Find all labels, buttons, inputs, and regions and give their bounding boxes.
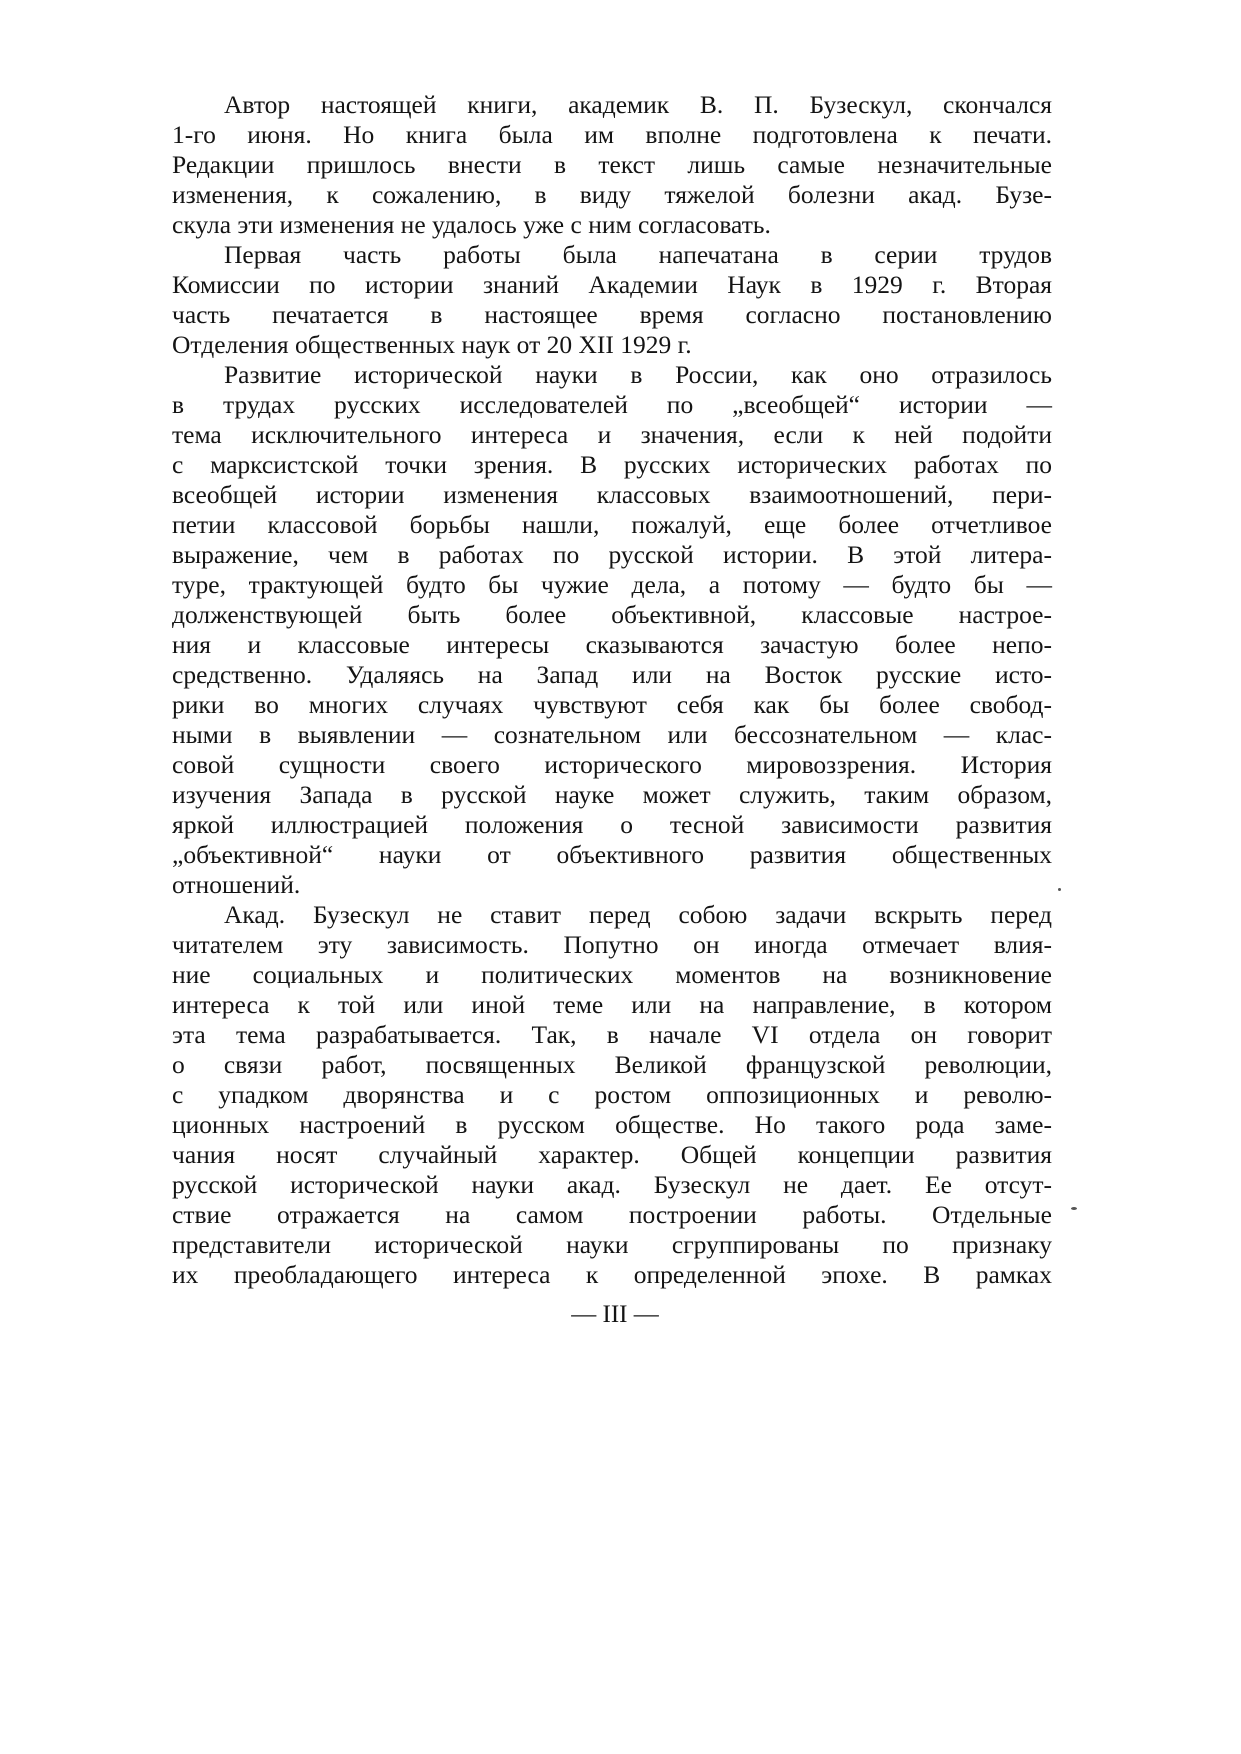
text-line: о связи работ, посвященных Великой французской революции,: [172, 1050, 1052, 1079]
text-line: „объективной“ науки от объективного развития общественных: [172, 840, 1052, 869]
text-line: ными в выявлении — сознательном или бессознательном — клас-: [172, 720, 1052, 749]
text-line: средственно. Удаляясь на Запад или на Восток русские исто-: [172, 660, 1052, 689]
text-line: ционных настроений в русском обществе. Но такого рода заме-: [172, 1110, 1052, 1139]
text-line: отношений.: [172, 870, 301, 899]
text-line: совой сущности своего исторического мировоззрения. История: [172, 750, 1052, 779]
text-line: тема исключительного интереса и значения, если к ней подойти: [172, 420, 1052, 449]
text-line: скула эти изменения не удалось уже с ним согласовать.: [172, 210, 771, 239]
text-line: читателем эту зависимость. Попутно он иногда отмечает влия-: [172, 930, 1052, 959]
text-line: их преобладающего интереса к определенной эпохе. В рамках: [172, 1260, 1052, 1289]
scan-speck: [1058, 888, 1061, 891]
text-line: Автор настоящей книги, академик В. П. Бузескул, скончался: [224, 90, 1052, 119]
scan-speck: [1071, 1207, 1077, 1210]
text-line: рики во многих случаях чувствуют себя как бы более свобод-: [172, 690, 1052, 719]
text-line: представители исторической науки сгруппированы по признаку: [172, 1230, 1052, 1259]
text-line: туре, трактующей будто бы чужие дела, а потому — будто бы —: [172, 570, 1052, 599]
text-line: Развитие исторической науки в России, как оно отразилось: [224, 360, 1052, 389]
text-line: изучения Запада в русской науке может служить, таким образом,: [172, 780, 1052, 809]
text-line: выражение, чем в работах по русской истории. В этой литера-: [172, 540, 1052, 569]
text-line: всеобщей истории изменения классовых взаимоотношений, пери-: [172, 480, 1052, 509]
text-line: яркой иллюстрацией положения о тесной зависимости развития: [172, 810, 1052, 839]
text-line: Первая часть работы была напечатана в серии трудов: [224, 240, 1052, 269]
text-line: долженствующей быть более объективной, классовые настрое-: [172, 600, 1052, 629]
text-line: ние социальных и политических моментов на возникновение: [172, 960, 1052, 989]
text-line: изменения, к сожалению, в виду тяжелой болезни акад. Бузе-: [172, 180, 1052, 209]
body-text: [172, 90, 1052, 1290]
text-line: Комиссии по истории знаний Академии Наук в 1929 г. Вторая: [172, 270, 1052, 299]
text-line: эта тема разрабатывается. Так, в начале VI отдела он говорит: [172, 1020, 1052, 1049]
text-line: петии классовой борьбы нашли, пожалуй, еще более отчетливое: [172, 510, 1052, 539]
text-line: чания носят случайный характер. Общей концепции развития: [172, 1140, 1052, 1169]
text-line: Редакции пришлось внести в текст лишь самые незначительные: [172, 150, 1052, 179]
text-line: ствие отражается на самом построении работы. Отдельные: [172, 1200, 1052, 1229]
text-line: Отделения общественных наук от 20 XII 1929 г.: [172, 330, 692, 359]
text-line: в трудах русских исследователей по „всеобщей“ истории —: [172, 390, 1052, 419]
text-line: ния и классовые интересы сказываются зачастую более непо-: [172, 630, 1052, 659]
text-line: русской исторической науки акад. Бузескул не дает. Ее отсут-: [172, 1170, 1052, 1199]
text-line: с марксистской точки зрения. В русских исторических работах по: [172, 450, 1052, 479]
text-line: часть печатается в настоящее время согласно постановлению: [172, 300, 1052, 329]
text-line: 1-го июня. Но книга была им вполне подготовлена к печати.: [172, 120, 1052, 149]
text-line: Акад. Бузескул не ставит перед собою задачи вскрыть перед: [224, 900, 1052, 929]
text-line: интереса к той или иной теме или на направление, в котором: [172, 990, 1052, 1019]
page-number: — III —: [571, 1301, 659, 1328]
text-line: с упадком дворянства и с ростом оппозиционных и револю-: [172, 1080, 1052, 1109]
